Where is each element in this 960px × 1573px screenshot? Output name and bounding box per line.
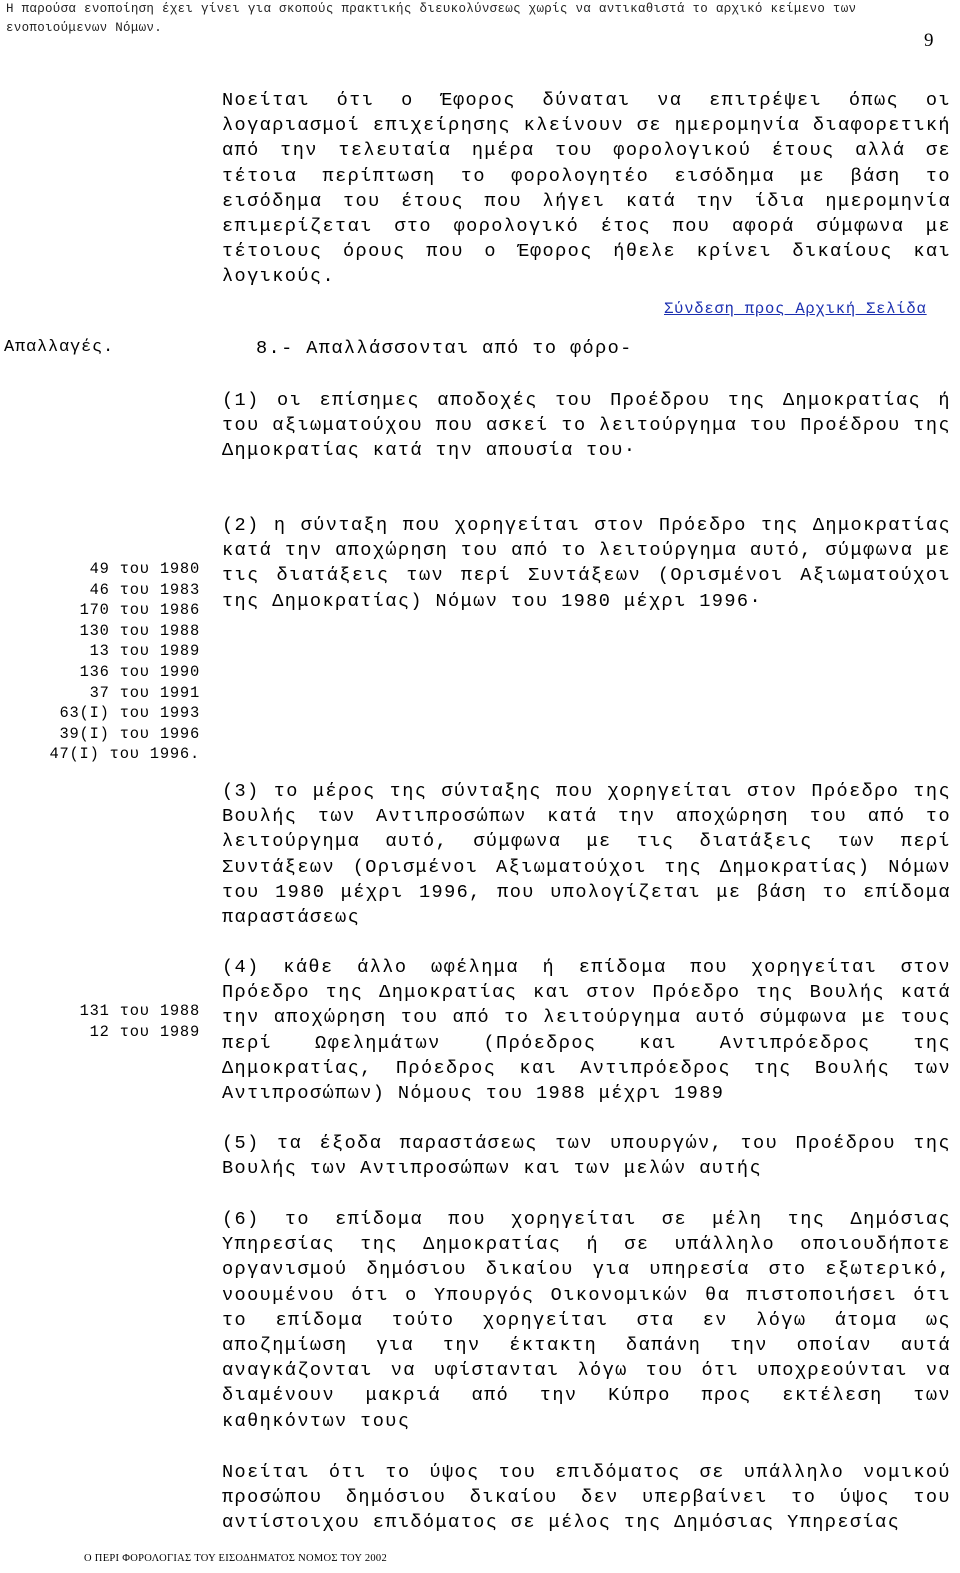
law-reference: 130 του 1988: [79, 621, 200, 640]
exemption-item-6: (6) το επίδομα που χορηγείται σε μέλη της Δημόσιας Υπηρεσίας της Δημοκρατίας ή σε υπάλληλο οποιουδήποτε οργανισμού δημόσιου δικαίου για υπηρεσία στο εξωτερικό, νοουμένου ότι ο Υπουργός Οικονομικών θα πιστοποιήσει ότι το επίδομα τούτο χορηγείται στα εν λόγω άτομα ως αποζημίωση για την έκτακτη δαπάνη την οποίαν αυτά αναγκάζονται να υφίστανται λόγω του ότι υποχρεούνται να διαμένουν μακριά από την Κύπρο προς εκτέλεση των καθηκόντων τους: [222, 1209, 951, 1432]
law-references-benefits: [80, 1001, 200, 1042]
law-reference: 170 του 1986: [79, 601, 200, 620]
page-number: 9: [924, 30, 934, 51]
law-reference: 37 του 1991: [89, 683, 200, 702]
law-reference: 46 του 1983: [89, 580, 200, 599]
proviso-paragraph: Νοείται ότι το ύψος του επιδόματος σε υπάλληλο νομικού προσώπου δημόσιου δικαίου δεν υπερβαίνει το ύψος του αντίστοιχου επιδόματος σε μέλος της Δημόσιας Υπηρεσίας: [222, 1462, 951, 1534]
consolidation-note: [6, 0, 906, 38]
law-reference: 136 του 1990: [79, 662, 200, 681]
exemption-item-1: (1) οι επίσημες αποδοχές του Προέδρου της Δημοκρατίας ή του αξιωματούχου που ασκεί το λειτούργημα του Προέδρου της Δημοκρατίας κατά την απουσία του·: [222, 390, 951, 462]
law-reference: 12 του 1989: [89, 1022, 200, 1041]
consolidation-note-line-1: Η παρούσα ενοποίηση έχει γίνει για σκοπούς πρακτικής διευκολύνσεως χωρίς να αντικαθιστά το αρχικό κείμενο των: [6, 2, 857, 16]
law-reference: 47(Ι) του 1996.: [49, 745, 200, 764]
intro-paragraph: Νοείται ότι ο Έφορος δύναται να επιτρέψει όπως οι λογαριασμοί επιχείρησης κλείνουν σε ημερομηνία διαφορετική από την τελευταία ημέρα του φορολογικού έτους αλλά σε τέτοια περίπτωση το φορολογητέο εισόδημα με βάση το εισόδημα του έτους που λήγει κατά την ίδια ημερομηνία επιμερίζεται στο φορολογικό έτος που αφορά σύμφωνα με τέτοιους όρους που ο Έφορος ήθελε κρίνει δικαίους και λογικούς.: [222, 90, 951, 288]
law-reference: 49 του 1980: [89, 560, 200, 578]
law-reference: 131 του 1988: [79, 1002, 200, 1020]
law-reference: 39(Ι) του 1996: [59, 724, 200, 743]
law-reference: 13 του 1989: [89, 642, 200, 661]
law-reference: 63(Ι) του 1993: [59, 704, 200, 723]
footer-law-title: Ο ΠΕΡΙ ΦΟΡΟΛΟΓΙΑΣ ΤΟΥ ΕΙΣΟΔΗΜΑΤΟΣ ΝΟΜΟΣ ΤΟΥ 2002: [84, 1553, 388, 1564]
consolidation-note-line-2: ενοποιούμενων Νόμων.: [6, 21, 163, 35]
section-heading: 8.- Απαλλάσσονται από το φόρο-: [256, 338, 633, 359]
exemption-item-4: (4) κάθε άλλο ωφέλημα ή επίδομα που χορηγείται στον Πρόεδρο της Δημοκρατίας και στον Πρόεδρο της Βουλής κατά την αποχώρηση του από το λειτούργημα αυτό σύμφωνα με τους περί Ωφελημάτων (Πρόεδρος και Αντιπρόεδρος της Δημοκρατίας, Πρόεδρος και Αντιπρόεδρος της Βουλής των Αντιπροσώπων) Νόμους του 1988 μέχρι 1989: [222, 957, 951, 1105]
exemption-item-3: (3) το μέρος της σύνταξης που χορηγείται στον Πρόεδρο της Βουλής των Αντιπροσώπων κατά την αποχώρηση του από το λειτούργημα αυτό, σύμφωνα με τις διατάξεις των περί Συντάξεων (Ορισμένοι Αξιωματούχοι της Δημοκρατίας) Νόμων του 1980 μέχρι 1996, που υπολογίζεται με βάση το επίδομα παραστάσεως: [222, 781, 951, 929]
law-references-pensions: [49, 559, 200, 765]
exemption-item-2: (2) η σύνταξη που χορηγείται στον Πρόεδρο της Δημοκρατίας κατά την αποχώρηση του από το λειτούργημα αυτό, σύμφωνα με τις διατάξεις των περί Συντάξεων (Ορισμένοι Αξιωματούχοι της Δημοκρατίας) Νόμων του 1980 μέχρι 1996·: [222, 515, 951, 612]
exemption-item-5: (5) τα έξοδα παραστάσεως των υπουργών, του Προέδρου της Βουλής των Αντιπροσώπων και των μελών αυτής: [222, 1133, 951, 1180]
home-page-link[interactable]: Σύνδεση προς Αρχική Σελίδα: [664, 300, 927, 318]
margin-heading: Απαλλαγές.: [4, 338, 115, 357]
